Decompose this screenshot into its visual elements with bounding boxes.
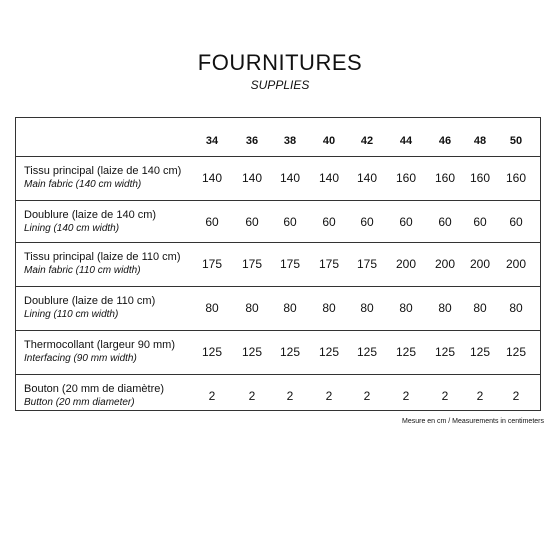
table-cell: 175 [241, 257, 263, 271]
table-cell: 60 [322, 215, 336, 229]
table-cell: 125 [356, 345, 378, 359]
row-label-en: Main fabric (140 cm width) [24, 179, 142, 190]
size-header-34: 34 [205, 135, 219, 147]
table-cell: 80 [509, 301, 523, 315]
table-cell: 80 [473, 301, 487, 315]
row-label-fr: Doublure (laize de 110 cm) [24, 295, 156, 307]
row-divider [16, 242, 540, 243]
table-cell: 60 [283, 215, 297, 229]
size-header-36: 36 [245, 135, 259, 147]
row-divider [16, 200, 540, 201]
table-cell: 175 [318, 257, 340, 271]
table-cell: 200 [505, 257, 527, 271]
table-cell: 160 [505, 171, 527, 185]
row-label-en: Button (20 mm diameter) [24, 397, 135, 408]
table-cell: 140 [201, 171, 223, 185]
table-cell: 160 [469, 171, 491, 185]
table-cell: 140 [318, 171, 340, 185]
size-header-38: 38 [283, 135, 297, 147]
row-label-fr: Bouton (20 mm de diamètre) [24, 383, 165, 395]
table-cell: 160 [395, 171, 417, 185]
page-title: FOURNITURES [197, 50, 363, 75]
table-cell: 60 [438, 215, 452, 229]
supplies-table [15, 117, 541, 411]
table-cell: 200 [395, 257, 417, 271]
size-header-46: 46 [438, 135, 452, 147]
row-label-fr: Tissu principal (laize de 110 cm) [24, 251, 181, 263]
table-cell: 200 [469, 257, 491, 271]
table-cell: 175 [201, 257, 223, 271]
table-cell: 80 [322, 301, 336, 315]
table-cell: 125 [434, 345, 456, 359]
table-cell: 2 [363, 389, 371, 403]
table-cell: 125 [201, 345, 223, 359]
table-cell: 125 [505, 345, 527, 359]
table-cell: 175 [279, 257, 301, 271]
table-cell: 125 [279, 345, 301, 359]
row-label-fr: Doublure (laize de 140 cm) [24, 209, 157, 221]
table-cell: 2 [441, 389, 449, 403]
table-cell: 140 [356, 171, 378, 185]
table-cell: 80 [245, 301, 259, 315]
row-label-en: Main fabric (110 cm width) [24, 265, 141, 276]
row-divider [16, 374, 540, 375]
table-cell: 140 [241, 171, 263, 185]
table-cell: 60 [205, 215, 219, 229]
table-cell: 80 [438, 301, 452, 315]
table-cell: 60 [473, 215, 487, 229]
table-cell: 125 [241, 345, 263, 359]
table-cell: 60 [509, 215, 523, 229]
table-cell: 60 [399, 215, 413, 229]
size-header-44: 44 [399, 135, 413, 147]
page-subtitle: SUPPLIES [250, 78, 310, 92]
table-cell: 140 [279, 171, 301, 185]
table-cell: 2 [476, 389, 484, 403]
table-cell: 175 [356, 257, 378, 271]
measurement-note: Mesure en cm / Measurements in centimeters [402, 418, 544, 425]
row-divider [16, 286, 540, 287]
table-cell: 125 [469, 345, 491, 359]
table-cell: 80 [205, 301, 219, 315]
table-cell: 60 [245, 215, 259, 229]
size-header-50: 50 [509, 135, 523, 147]
table-cell: 125 [395, 345, 417, 359]
table-cell: 60 [360, 215, 374, 229]
table-cell: 80 [283, 301, 297, 315]
table-cell: 2 [402, 389, 410, 403]
size-header-48: 48 [473, 135, 487, 147]
row-label-fr: Tissu principal (laize de 140 cm) [24, 165, 182, 177]
row-label-en: Interfacing (90 mm width) [24, 353, 137, 364]
table-cell: 2 [208, 389, 216, 403]
row-label-fr: Thermocollant (largeur 90 mm) [24, 339, 175, 351]
table-cell: 80 [399, 301, 413, 315]
table-cell: 125 [318, 345, 340, 359]
table-cell: 200 [434, 257, 456, 271]
row-divider [16, 156, 540, 157]
table-cell: 2 [286, 389, 294, 403]
row-label-en: Lining (140 cm width) [24, 223, 120, 234]
table-cell: 2 [512, 389, 520, 403]
table-cell: 160 [434, 171, 456, 185]
table-cell: 2 [248, 389, 256, 403]
size-header-40: 40 [322, 135, 336, 147]
table-cell: 80 [360, 301, 374, 315]
table-cell: 2 [325, 389, 333, 403]
row-label-en: Lining (110 cm width) [24, 309, 119, 320]
size-header-42: 42 [360, 135, 374, 147]
row-divider [16, 330, 540, 331]
